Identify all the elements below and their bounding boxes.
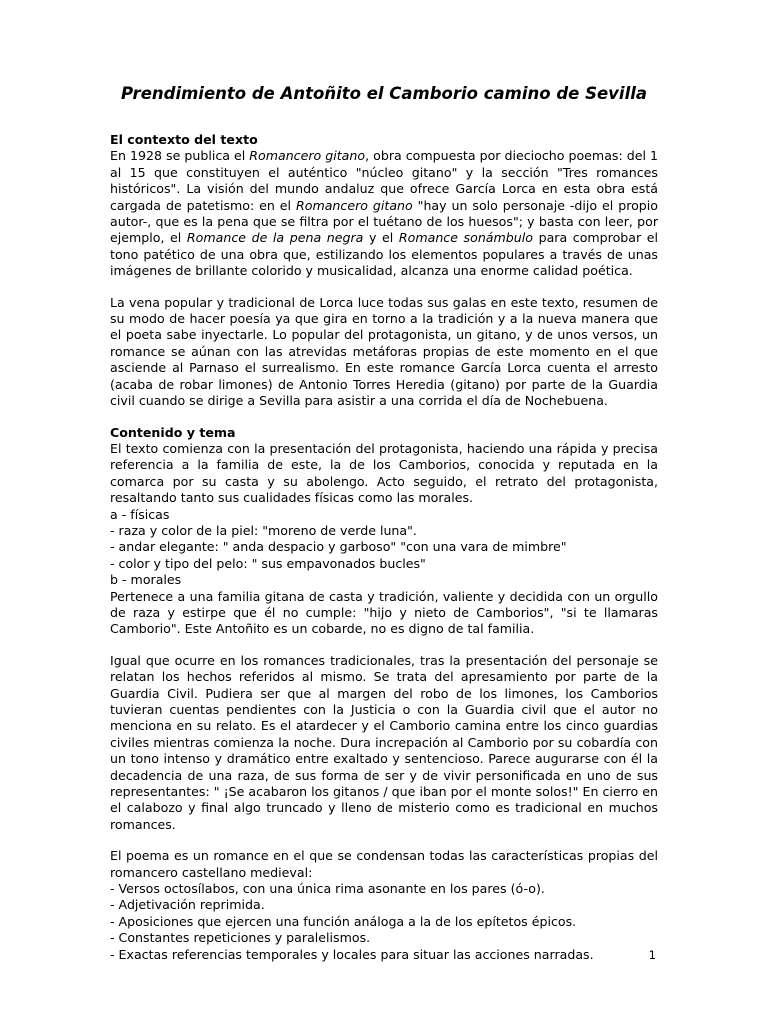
- text-run: En 1928 se publica el: [110, 148, 250, 164]
- text-run: , obra compuesta por dieciocho poemas: del 1 al 15 que constituyen el auténtico "núcleo gitano" y la sección "Tres romances históricos". La visión del mundo andaluz que ofrece García Lorca en esta obra está cargada de patetismo: en el: [110, 148, 658, 213]
- list-item: - Versos octosílabos, con una única rima asonante en los pares (ó-o).: [110, 881, 545, 897]
- paragraph-contexto-1: [110, 148, 658, 279]
- paragraph-morales: Pertenece a una familia gitana de casta y tradición, valiente y decidida con un orgullo de raza y estirpe que él no cumple: "hijo y nieto de Camborios", "si te llamaras Camborio". Este Antoñito es un cobarde, no es digno de tal familia.: [110, 588, 658, 637]
- italic-title: Romancero gitano: [249, 148, 366, 164]
- document-body: [110, 132, 658, 963]
- section-heading-contexto: El contexto del texto: [110, 132, 258, 147]
- paragraph-romance: El poema es un romance en el que se condensan todas las características propias del romancero castellano medieval:: [110, 848, 658, 880]
- list-item: b - morales: [110, 572, 182, 588]
- italic-title: Romance de la pena negra: [186, 230, 364, 246]
- list-item: - color y tipo del pelo: " sus empavonados bucles": [110, 555, 426, 571]
- list-item: a - físicas: [110, 506, 170, 522]
- italic-title: Romancero gitano: [295, 197, 413, 213]
- list-item: - Adjetivación reprimida.: [110, 897, 265, 913]
- document-title: Prendimiento de Antoñito el Camborio camino de Sevilla: [120, 84, 648, 103]
- list-item: - andar elegante: " anda despacio y garboso" "con una vara de mimbre": [110, 539, 567, 555]
- paragraph-hechos: Igual que ocurre en los romances tradicionales, tras la presentación del personaje se relatan los hechos referidos al mismo. Se trata del apresamiento por parte de la Guardia Civil. Pudiera ser que al margen del robo de los limones, los Camborios tuvieran cuentas pendientes con la Justicia o con la Guardia civil que el autor no menciona en su relato. Es el atardecer y el Camborio camina entre los cinco guardias civiles mientras comienza la noche. Dura increpación al Camborio por su cobardía con un tono intenso y dramático entre exaltado y sentencioso. Parece augurarse con él la decadencia de una raza, de sus forma de ser y de vivir personificada en uno de sus representantes: " ¡Se acabaron los gitanos / que iban por el monte solos!" En cierro en el calabozo y final algo truncado y lleno de misterio como es tradicional en muchos romances.: [110, 652, 658, 832]
- list-item: - Exactas referencias temporales y locales para situar las acciones narradas.: [110, 946, 594, 962]
- text-run: para comprobar el tono patético de una obra que, estilizando los elementos populares a través de unas imágenes de brillante colorido y musicalidad, alcanza una enorme calidad poética.: [110, 230, 659, 279]
- list-item: - raza y color de la piel: "moreno de verde luna".: [110, 522, 417, 538]
- list-item: - Constantes repeticiones y paralelismos.: [110, 930, 371, 946]
- paragraph-contenido-intro: El texto comienza con la presentación del protagonista, haciendo una rápida y precisa referencia a la familia de este, la de los Camborios, conocida y reputada en la comarca por su casta y su abolengo. Acto seguido, el retrato del protagonista, resaltando tanto sus cualidades físicas como las morales.: [110, 440, 658, 506]
- italic-title: Romance sonámbulo: [398, 230, 533, 246]
- page-number: 1: [648, 948, 656, 962]
- section-heading-contenido: Contenido y tema: [110, 424, 236, 440]
- list-item: - Aposiciones que ejercen una función análoga a la de los epítetos épicos.: [110, 913, 577, 929]
- text-run: y el: [363, 230, 399, 246]
- text-run: "hay un solo personaje -dijo el propio autor-, que es la pena que se filtra por el tuétano de los huesos"; y basta con leer, por ejemplo, el: [110, 197, 658, 246]
- paragraph-contexto-2: La vena popular y tradicional de Lorca luce todas sus galas en este texto, resumen de su modo de hacer poesía ya que gira en torno a la tradición y a la nueva manera que el poeta sabe inyectarle. Lo popular del protagonista, un gitano, y de unos versos, un romance se aúnan con las atrevidas metáforas propias de este momento en el que asciende al Parnaso el surrealismo. En este romance García Lorca cuenta el arresto (acaba de robar limones) de Antonio Torres Heredia (gitano) por parte de la Guardia civil cuando se dirige a Sevilla para asistir a una corrida el día de Nochebuena.: [110, 294, 658, 409]
